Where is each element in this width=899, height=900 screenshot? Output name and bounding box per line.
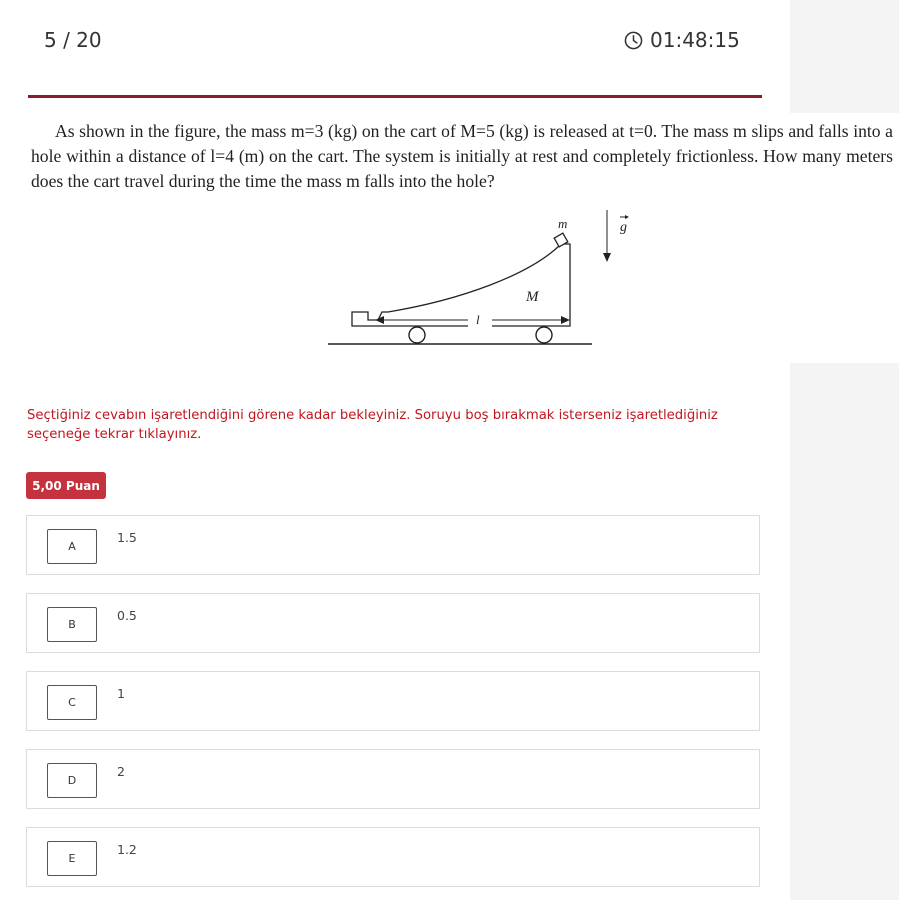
figure-wheel-right <box>536 327 552 343</box>
option-text: 0.5 <box>117 608 137 623</box>
figure-label-g: g <box>620 220 627 235</box>
figure-label-l: l <box>476 312 480 327</box>
figure-label-m: m <box>558 216 568 231</box>
option-letter-box[interactable]: B <box>47 607 97 642</box>
timer <box>624 28 740 52</box>
option-letter-box[interactable]: E <box>47 841 97 876</box>
timer-value: 01:48:15 <box>650 28 740 52</box>
figure-wheel-left <box>409 327 425 343</box>
option-text: 1.2 <box>117 842 137 857</box>
question-text: As shown in the figure, the mass m=3 (kg) on the cart of M=5 (kg) is released at t=0. The mass m slips and falls into a hole within a distance of l=4 (m) on the cart. The system is initially at rest and completely frictionless. How many meters does the cart travel during the time the mass m falls into the hole? <box>31 121 893 191</box>
option-c[interactable] <box>26 671 760 731</box>
option-e[interactable] <box>26 827 760 887</box>
question-figure <box>320 200 627 360</box>
figure-cart <box>352 244 570 326</box>
option-d[interactable] <box>26 749 760 809</box>
answer-warning: Seçtiğiniz cevabın işaretlendiğini görene kadar bekleyiniz. Soruyu boş bırakmak isterseniz işaretlediğiniz seçeneğe tekrar tıklayınız. <box>27 408 718 442</box>
option-b[interactable] <box>26 593 760 653</box>
figure-label-M: M <box>526 289 539 305</box>
option-text: 2 <box>117 764 125 779</box>
clock-icon <box>624 31 643 50</box>
points-badge: 5,00 Puan <box>26 472 106 499</box>
option-text: 1 <box>117 686 125 701</box>
option-a[interactable] <box>26 515 760 575</box>
figure-mass-block <box>554 233 568 247</box>
option-text: 1.5 <box>117 530 137 545</box>
option-letter-box[interactable]: D <box>47 763 97 798</box>
option-letter-box[interactable]: A <box>47 529 97 564</box>
header-divider <box>28 95 762 98</box>
side-panel-bottom <box>790 363 899 900</box>
side-panel-top <box>790 0 899 113</box>
option-letter-box[interactable]: C <box>47 685 97 720</box>
question-counter: 5 / 20 <box>44 28 102 52</box>
